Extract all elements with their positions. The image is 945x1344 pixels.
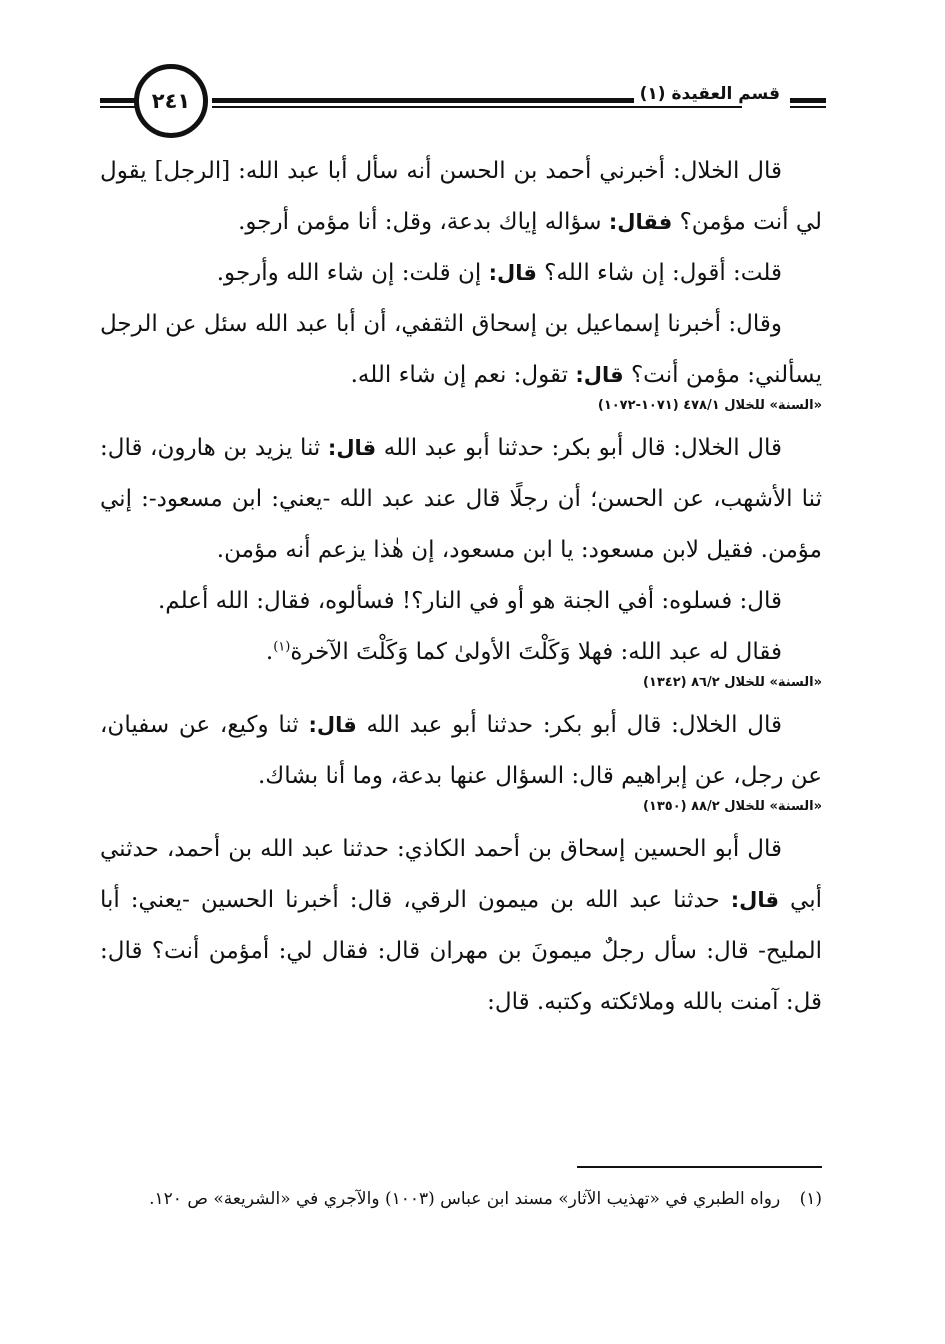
paragraph-1: قال الخلال: أخبرني أحمد بن الحسن أنه سأل أبا عبد الله: [الرجل] يقول لي أنت مؤمن؟ فقال: سؤاله إياك بدعة، وقل: أنا مؤمن أرجو. xyxy=(100,158,822,235)
header-rule xyxy=(100,98,136,103)
paragraph-4: قال الخلال: قال أبو بكر: حدثنا أبو عبد الله قال: ثنا يزيد بن هارون، قال: ثنا الأشهب، عن الحسن؛ أن رجلًا قال عند عبد الله -يعني: ابن مسعود-: إني مؤمن. فقيل لابن مسعود: يا ابن مسعود، إن هٰذا يزعم أنه مؤمن. xyxy=(100,435,822,563)
section-title: قسم العقيدة (١) xyxy=(634,84,786,104)
paragraph-7: قال الخلال: قال أبو بكر: حدثنا أبو عبد الله قال: ثنا وكيع، عن سفيان، عن رجل، عن إبراهيم قال: السؤال عنها بدعة، وما أنا بشاك. xyxy=(100,712,822,789)
paragraph-8: قال أبو الحسين إسحاق بن أحمد الكاذي: حدثنا عبد الله بن أحمد، حدثني أبي قال: حدثنا عبد الله بن ميمون الرقي، قال: أخبرنا الحسين -يعني: أبا المليح- قال: سأل رجلٌ ميمونَ بن مهران قال: فقال لي: أمؤمن أنت؟ قال: قل: آمنت بالله وملائكته وكتبه. قال: xyxy=(100,836,823,1015)
footnote-text: رواه الطبري في «تهذيب الآثار» مسند ابن عباس (١٠٠٣) والآجري في «الشريعة» ص ١٢٠. xyxy=(149,1189,781,1209)
header-rule xyxy=(790,98,826,103)
page-header xyxy=(100,62,826,142)
paragraph-2: قلت: أقول: إن شاء الله؟ قال: إن قلت: إن شاء الله وأرجو. xyxy=(216,260,782,286)
header-rule xyxy=(790,106,826,108)
header-rule xyxy=(100,106,136,108)
footnote xyxy=(100,1178,822,1220)
main-text xyxy=(100,146,822,1028)
source-citation: «السنة» للخلال ٨٨/٢ (١٣٥٠) xyxy=(642,799,822,814)
page-number: ٢٤١ xyxy=(134,64,208,138)
paragraph-6: فقال له عبد الله: فهلا وَكَلْتَ الأولىٰ كما وَكَلْتَ الآخرة$^{(١)}$. xyxy=(265,639,782,665)
paragraph-3: وقال: أخبرنا إسماعيل بن إسحاق الثقفي، أن أبا عبد الله سئل عن الرجل يسألني: مؤمن أنت؟ قال: تقول: نعم إن شاء الله. xyxy=(100,311,822,388)
footnote-divider xyxy=(577,1166,822,1168)
source-citation: «السنة» للخلال ٨٦/٢ (١٣٤٢) xyxy=(642,675,822,690)
source-citation: «السنة» للخلال ٤٧٨/١ (١٠٧١-١٠٧٢) xyxy=(597,398,822,413)
footnote-ref[interactable]: (١) xyxy=(273,639,291,655)
header-rule xyxy=(212,106,742,108)
paragraph-5: قال: فسلوه: أفي الجنة هو أو في النار؟! فسألوه، فقال: الله أعلم. xyxy=(157,588,782,614)
footnote-number: (١) xyxy=(799,1189,822,1209)
